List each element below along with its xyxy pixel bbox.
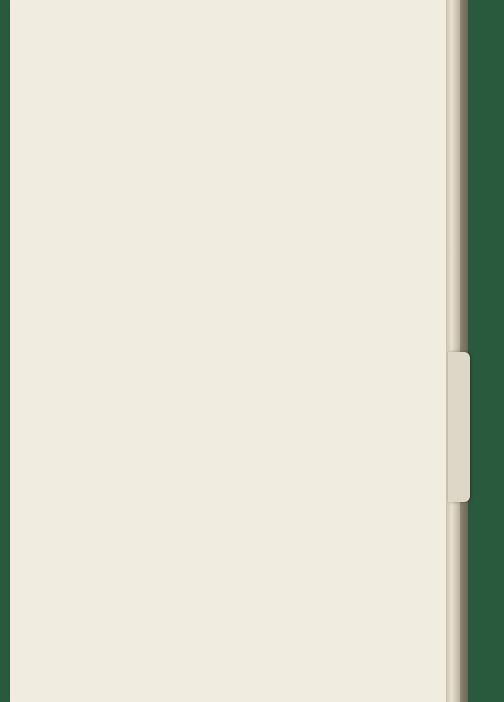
page-tab — [448, 352, 470, 502]
book-page — [10, 0, 446, 702]
page-edge — [446, 0, 460, 702]
book-spine — [460, 0, 468, 702]
